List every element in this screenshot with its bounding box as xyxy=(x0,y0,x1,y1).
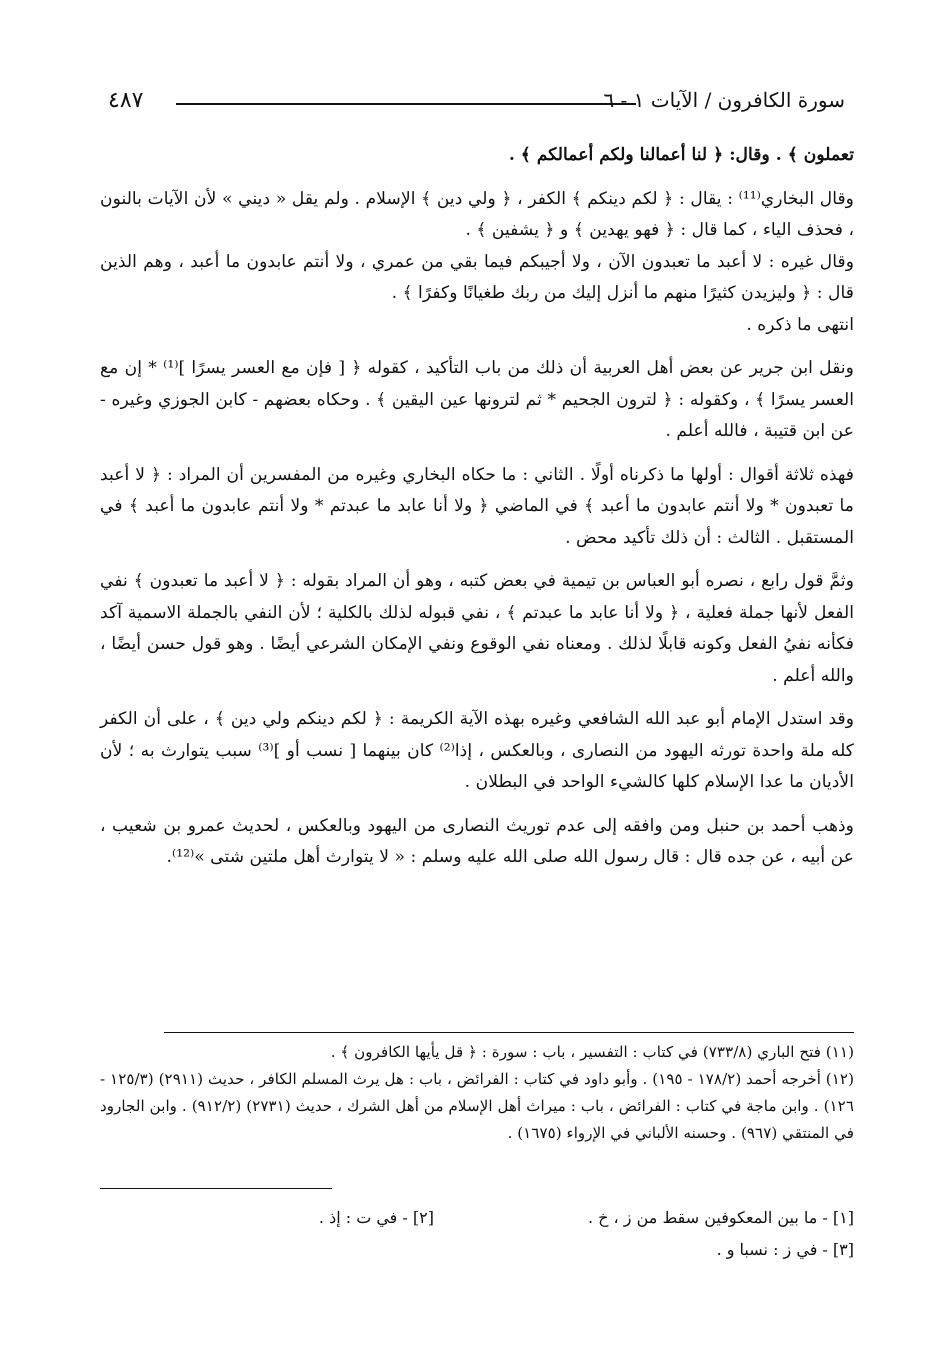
page-number: ٤٨٧ xyxy=(108,88,144,113)
paragraph-line: وقال غيره : لا أعبد ما تعبدون الآن ، ولا أجيبكم فيما بقي من عمري ، ولا أنتم عابدون ما أعبد ، وهم الذين قال : ﴿ وليزيدن كثيرًا منهم ما أنزل إليك من ربك طغيانًا وكفرًا ﴾ . xyxy=(100,251,854,303)
paragraph-2 xyxy=(100,353,854,448)
paragraph-line: انتهى ما ذكره . xyxy=(746,314,854,335)
variant-note-2: [٢] - في ت : إذ . xyxy=(318,1208,434,1227)
paragraph-line: وقال البخاري⁽¹¹⁾ : يقال : ﴿ لكم دينكم ﴾ الكفر ، ﴿ ولي دين ﴾ الإسلام . ولم يقل « ديني » لأن الآيات بالنون ، فحذف الياء ، كما قال : ﴿ فهو يهدين ﴾ و ﴿ يشفين ﴾ . xyxy=(100,188,854,240)
variant-note-3: [٣] - في ز : نسبا و . xyxy=(716,1240,854,1259)
footnote-12: (١٢) أخرجه أحمد (١٧٨/٢ - ١٩٥) . وأبو داود في كتاب : الفرائض ، باب : هل يرث المسلم الكافر ، حديث (٢٩١١) (١٢٥/٣ - ١٢٦) . وابن ماجة في كتاب : الفرائض ، باب : ميراث أهل الإسلام من أهل الشرك ، حديث (٢٧٣١) (٩١٢/٢) . وابن الجارود في المنتقي (٩٦٧) . وحسنه الألباني في الإرواء (١٦٧٥) . xyxy=(100,1070,855,1142)
paragraph-line: ونقل ابن جرير عن بعض أهل العربية أن ذلك من باب التأكيد ، كقوله ﴿ [ فإن مع العسر يسرًا ]⁽¹⁾ * إن مع العسر يسرًا ﴾ ، وكقوله : ﴿ لترون الجحيم * ثم لترونها عين اليقين ﴾ . وحكاه بعضهم - كابن الجوزي وغيره - عن ابن قتيبة ، فالله أعلم . xyxy=(100,358,854,441)
paragraph-line: وثمَّ قول رابع ، نصره أبو العباس بن تيمية في بعض كتبه ، وهو أن المراد بقوله : ﴿ لا أعبد ما تعبدون ﴾ نفي الفعل لأنها جملة فعلية ، ﴿ ولا أنا عابد ما عبدتم ﴾ ، نفي قبوله لذلك بالكلية ؛ لأن النفي بالجملة الاسمية آكد فكأنه نفيُ الفعل وكونه قابلًا لذلك . ومعناه نفي الوقوع ونفي الإمكان الشرعي أيضًا . وهو قول حسن أيضًا ، والله أعلم . xyxy=(100,571,854,686)
footnotes xyxy=(100,1032,854,1147)
paragraph-line: وقد استدل الإمام أبو عبد الله الشافعي وغيره بهذه الآية الكريمة : ﴿ لكم دينكم ولي دين ﴾ ، على أن الكفر كله ملة واحدة تورثه اليهود من النصارى ، وبالعكس ، إذا⁽²⁾ كان بينهما [ نسب أو ]⁽³⁾ سبب يتوارث به ؛ لأن الأديان ما عدا الإسلام كلها كالشيء الواحد في البطلان . xyxy=(100,709,854,792)
paragraph-1 xyxy=(100,184,854,342)
paragraph-6 xyxy=(100,811,854,874)
variant-rule xyxy=(100,1188,332,1189)
paragraph-0 xyxy=(100,140,854,172)
paragraph-5 xyxy=(100,704,854,799)
main-text xyxy=(100,140,854,886)
header-rule xyxy=(176,103,636,105)
page-header xyxy=(108,88,845,122)
footnote-11: (١١) فتح الباري (٧٣٣/٨) في كتاب : التفسير ، باب : سورة : ﴿ قل يأيها الكافرون ﴾ . xyxy=(330,1043,854,1061)
paragraph-4 xyxy=(100,566,854,692)
variant-note-1: [١] - ما بين المعكوفين سقط من ز ، خ . xyxy=(587,1208,854,1227)
paragraph-line: وذهب أحمد بن حنبل ومن وافقه إلى عدم توريث النصارى من اليهود وبالعكس ، لحديث عمرو بن شعيب ، عن أبيه ، عن جده قال : قال رسول الله صلى الله عليه وسلم : « لا يتوارث أهل ملتين شتى »⁽¹²⁾. xyxy=(100,815,854,867)
paragraph-line: فهذه ثلاثة أقوال : أولها ما ذكرناه أولًا . الثاني : ما حكاه البخاري وغيره من المفسرين أن المراد : ﴿ لا أعبد ما تعبدون * ولا أنتم عابدون ما أعبد ﴾ في الماضي ﴿ ولا أنا عابد ما عبدتم * ولا أنتم عابدون ما أعبد ﴾ في المستقبل . الثالث : أن ذلك تأكيد محض . xyxy=(100,464,854,548)
footnote-rule xyxy=(164,1032,854,1033)
paragraph-3 xyxy=(100,460,854,555)
paragraph-line: تعملون ﴾ . وقال: ﴿ لنا أعمالنا ولكم أعمالكم ﴾ . xyxy=(508,145,854,165)
running-title: سورة الكافرون / الآيات ١ - ٦ xyxy=(603,88,845,112)
variant-notes xyxy=(100,1188,854,1259)
